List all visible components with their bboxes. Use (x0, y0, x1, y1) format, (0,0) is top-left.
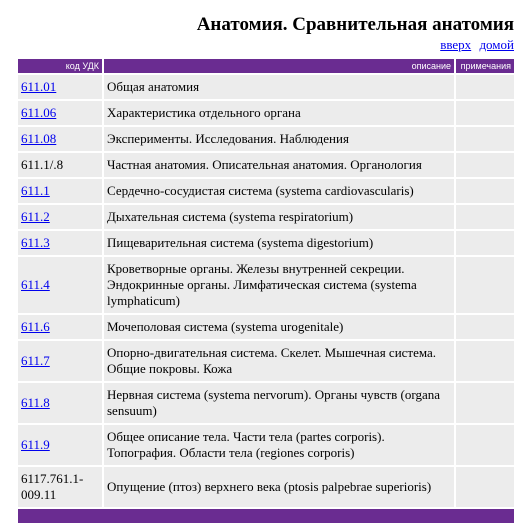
page-title: Анатомия. Сравнительная анатомия (196, 14, 514, 35)
table-row (18, 425, 514, 465)
description-cell: Дыхательная система (systema respiratorium) (104, 205, 454, 229)
udk-code-text: 611.1/.8 (21, 157, 64, 172)
table-row (18, 257, 514, 313)
udk-code-link[interactable]: 611.1 (21, 183, 50, 198)
udk-code-cell (18, 101, 102, 125)
table-row (18, 101, 514, 125)
notes-cell (456, 315, 514, 339)
notes-cell (456, 153, 514, 177)
udk-code-cell (18, 341, 102, 381)
description-cell: Характеристика отдельного органа (104, 101, 454, 125)
udk-table (16, 57, 516, 525)
udk-code-cell (18, 257, 102, 313)
udk-code-cell (18, 127, 102, 151)
udk-code-cell (18, 425, 102, 465)
page-header (197, 14, 514, 52)
table-row (18, 231, 514, 255)
notes-cell (456, 179, 514, 203)
udk-code-cell (18, 75, 102, 99)
udk-code-cell (18, 153, 102, 177)
udk-code-cell (18, 383, 102, 423)
table-row (18, 315, 514, 339)
notes-cell (456, 467, 514, 507)
description-cell: Сердечно-сосудистая система (systema cardiovascularis) (104, 179, 454, 203)
udk-code-cell (18, 179, 102, 203)
column-header-description: описание (104, 59, 454, 73)
udk-code-link[interactable]: 611.4 (21, 277, 50, 292)
notes-cell (456, 383, 514, 423)
table-row (18, 153, 514, 177)
description-cell: Пищеварительная система (systema digestorium) (104, 231, 454, 255)
udk-code-cell (18, 231, 102, 255)
udk-code-link[interactable]: 611.7 (21, 353, 50, 368)
udk-code-link[interactable]: 611.8 (21, 395, 50, 410)
description-cell: Опорно-двигательная система. Скелет. Мышечная система. Общие покровы. Кожа (104, 341, 454, 381)
column-header-notes: примечания (456, 59, 514, 73)
table-row (18, 127, 514, 151)
notes-cell (456, 425, 514, 465)
udk-code-link[interactable]: 611.9 (21, 437, 50, 452)
up-link[interactable]: вверх (440, 37, 472, 52)
table-row (18, 467, 514, 507)
description-cell: Общее описание тела. Части тела (partes corporis). Топография. Области тела (regiones corporis) (104, 425, 454, 465)
table-footer-bar (18, 509, 514, 523)
description-cell: Частная анатомия. Описательная анатомия. Органология (104, 153, 454, 177)
udk-code-cell (18, 467, 102, 507)
notes-cell (456, 75, 514, 99)
udk-code-link[interactable]: 611.2 (21, 209, 50, 224)
home-link[interactable]: домой (479, 37, 514, 52)
table-row (18, 75, 514, 99)
table-row (18, 383, 514, 423)
udk-code-link[interactable]: 611.08 (21, 131, 57, 146)
notes-cell (456, 205, 514, 229)
udk-code-cell (18, 205, 102, 229)
table-row (18, 205, 514, 229)
udk-code-link[interactable]: 611.06 (21, 105, 57, 120)
table-row (18, 179, 514, 203)
notes-cell (456, 341, 514, 381)
nav-links (197, 37, 514, 52)
description-cell: Эксперименты. Исследования. Наблюдения (104, 127, 454, 151)
table-header-row (18, 59, 514, 73)
description-cell: Опущение (птоз) верхнего века (ptosis palpebrae superioris) (104, 467, 454, 507)
udk-code-link[interactable]: 611.3 (21, 235, 50, 250)
udk-code-text: 6117.761.1-009.11 (21, 471, 84, 502)
notes-cell (456, 257, 514, 313)
udk-code-cell (18, 315, 102, 339)
notes-cell (456, 101, 514, 125)
table-body (18, 75, 514, 507)
description-cell: Кроветворные органы. Железы внутренней секреции. Эндокринные органы. Лимфатическая система (systema lymphaticum) (104, 257, 454, 313)
table-row (18, 341, 514, 381)
column-header-code: код УДК (18, 59, 102, 73)
table-footer-row (18, 509, 514, 523)
description-cell: Мочеполовая система (systema urogenitale) (104, 315, 454, 339)
notes-cell (456, 231, 514, 255)
udk-code-link[interactable]: 611.6 (21, 319, 50, 334)
notes-cell (456, 127, 514, 151)
udk-code-link[interactable]: 611.01 (21, 79, 57, 94)
description-cell: Общая анатомия (104, 75, 454, 99)
description-cell: Нервная система (systema nervorum). Органы чувств (organa sensuum) (104, 383, 454, 423)
